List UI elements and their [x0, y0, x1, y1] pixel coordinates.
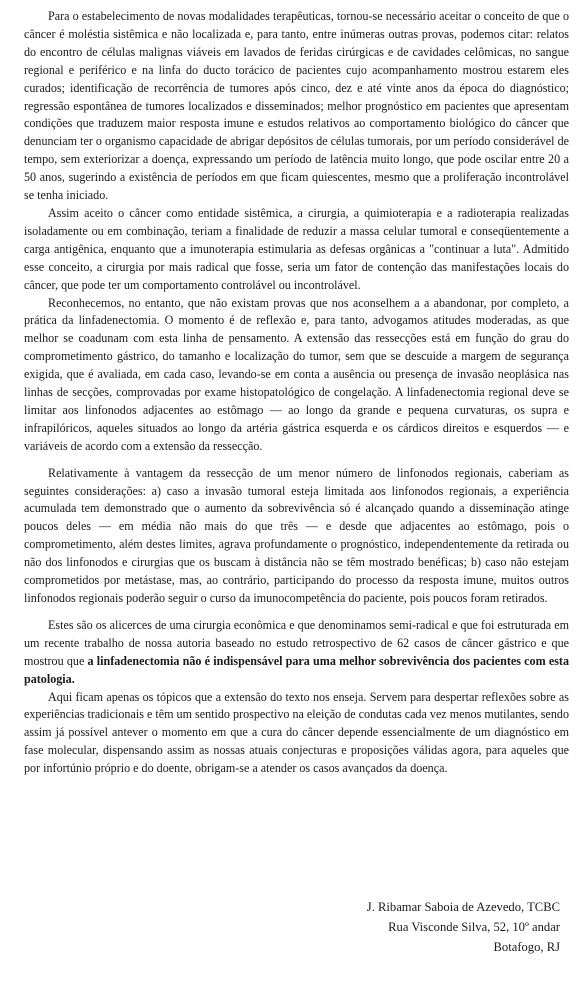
paragraph-3: Reconhecemos, no entanto, que não existam provas que nos aconselhem a a abandonar, por completo, a prática da linfadenectomia. O momento é de reflexão e, para tanto, advogamos atitudes moderadas, as que melhor se coadunam com esta linha de pensamento. A extensão das ressecções está em função do grau do comprometimento gástrico, do tamanho e localização do tumor, sem que se descuide a margem de segurança exigida, que é avaliada, em cada caso, levando-se em conta a ausência ou presença de invasão neoplásica nas linhas de secções, comprovadas por exame histopatológico de congelação. A linfadenectomia regional deve se limitar aos linfonodos adjacentes ao estômago — ao longo da grande e pequena curvaturas, os supra e infrapilóricos, aqueles situados ao longo da artéria gástrica esquerda e os cárdicos direitos e esquerdos — e variáveis de acordo com a extensão da ressecção.	[24, 295, 569, 453]
paragraph-5-emphasis: a linfadenectomia não é indispensável para uma melhor sobrevivência dos pacientes com esta patologia.	[24, 653, 570, 686]
author-city: Botafogo, RJ	[493, 940, 560, 954]
author-name: J. Ribamar Saboia de Azevedo, TCBC	[366, 900, 560, 914]
paragraph-5-text: Estes são os alicerces de uma cirurgia econômica e que denominamos semi-radical e que foi estruturada em um recente trabalho de nossa autoria baseado no estudo retrospectivo de 62 casos de câncer gástrico e que mostrou que	[24, 617, 569, 668]
paragraph-2: Assim aceito o câncer como entidade sistêmica, a cirurgia, a quimioterapia e a radioterapia realizadas isoladamente ou em combinação, teriam a finalidade de reduzir a massa celular tumoral e conseqüentemente a carga antigênica, enquanto que a imunoterapia estimularia as defesas orgânicas a "continuar a luta". Admitido esse conceito, a cirurgia por mais radical que fosse, seria um fator de contenção das manifestações locais do câncer, que pode ter um comportamento controlável ou incontrolável.	[24, 205, 569, 292]
author-address: Rua Visconde Silva, 52, 10º andar	[388, 920, 560, 934]
paragraph-5	[24, 617, 569, 689]
paragraph-6: Aqui ficam apenas os tópicos que a extensão do texto nos enseja. Servem para despertar reflexões sobre as experiências tradicionais e têm um sentido prospectivo na eleição de condutas cada vez menos mutilantes, sendo assim já possível antever o momento em que a cura do câncer depende essencialmente de um diagnóstico em fase molecular, dispensando assim as nossas atuais conjecturas e proposições válidas agora, para aqueles que por infortúnio próprio e do doente, obrigam-se a atender os casos avançados da doença.	[24, 689, 569, 776]
author-signature	[367, 897, 560, 957]
paragraph-4: Relativamente à vantagem da ressecção de um menor número de linfonodos regionais, caberiam as seguintes considerações: a) caso a invasão tumoral esteja limitada aos linfonodos regionais, a experiência acumulada tem demonstrado que o aumento da sobrevivência só é alcançado quando a disseminação atinge poucos deles — em média não mais do que três — e desde que adjacentes ao estômago, pois o comprometimento, além destes limites, agrava profundamente o prognóstico, independentemente da retirada ou não dos linfonodos e cirurgias que os buscam à distância não se têm mostrado benéficas; b) caso não estejam comprometidos por metástase, mas, ao contrário, participando do processo da resposta imune, muitos outros linfonodos regionais poderão seguir o curso da imunocompetência do paciente, pois poucos foram retirados.	[24, 465, 569, 605]
paragraph-1: Para o estabelecimento de novas modalidades terapêuticas, tornou-se necessário aceitar o conceito de que o câncer é moléstia sistêmica e não localizada e, para tanto, entre inúmeras outras provas, podemos citar: relatos do encontro de células malignas viáveis em lavados de feridas cirúrgicas e de cavidades celômicas, no sangue regional e periférico e na linfa do ducto torácico de pacientes cujo acompanhamento mostrou estarem eles curados; identificação de recorrência de tumores após cinco, dez e até vinte anos da época do diagnóstico; regressão espontânea de tumores localizados e disseminados; melhor prognóstico em pacientes que apresentam condições que traduzem maior resposta imune e estudos relativos ao comportamento biológico do câncer que denunciam ter o organismo capacidade de abrigar depósitos de células tumorais, por um período considerável de tempo, sem exteriorizar a doença, expressando um período de latência muito longo, que pode oscilar entre 20 a 50 anos, sugerindo a existência de períodos em que ficam quiescentes, mesmo que a proliferação incontrolável se tenha iniciado.	[24, 9, 569, 203]
